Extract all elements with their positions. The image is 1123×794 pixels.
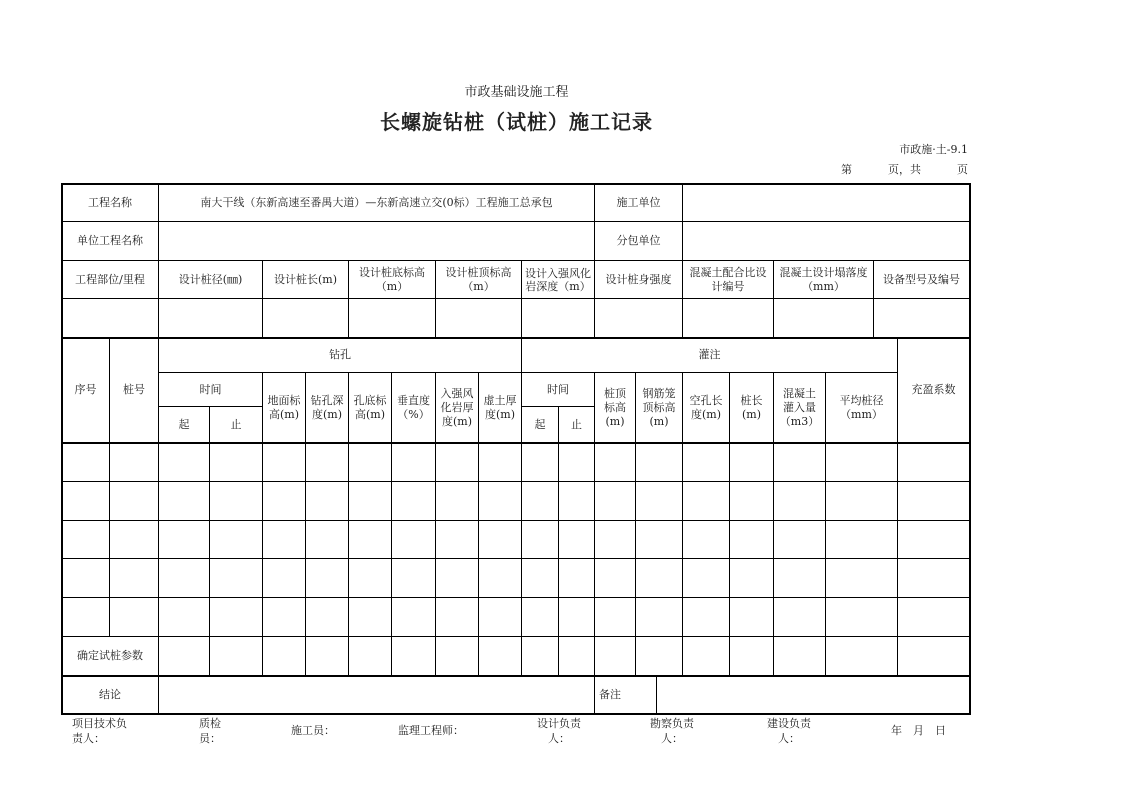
pour-col: 桩顶标高(m)	[604, 386, 626, 428]
contractor-label: 施工单位	[616, 195, 661, 209]
design-header: 设计桩长(m)	[273, 272, 337, 286]
pour-end-label: 止	[571, 417, 582, 431]
designer-signature: 设计负责人：	[537, 717, 581, 745]
design-header: 设计桩身强度	[605, 272, 672, 286]
supervisor-signature: 监理工程师：	[398, 724, 464, 737]
drill-col: 地面标高(m)	[267, 393, 301, 421]
pour-col: 空孔长度(m)	[689, 393, 723, 421]
pour-col: 桩长(m)	[740, 393, 763, 421]
sign-date: 年 月 日	[891, 724, 946, 737]
drill-col: 钻孔深度(m)	[310, 393, 344, 421]
subcontractor-value[interactable]	[683, 222, 969, 260]
form-title: 长螺旋钻桩（试桩）施工记录	[380, 110, 653, 134]
design-header: 设计桩径(㎜)	[178, 272, 243, 286]
owner-signature: 建设负责人：	[767, 717, 811, 745]
design-header: 设计桩底标高（m）	[359, 265, 425, 293]
design-header: 设计入强风化岩深度（m）	[525, 266, 591, 293]
form-code: 市政施·土-9.1	[899, 143, 968, 156]
subcontractor-label: 分包单位	[616, 234, 661, 247]
pour-start-label: 起	[534, 417, 546, 431]
pour-col: 钢筋笼顶标高(m)	[642, 386, 676, 428]
pile-label: 桩号	[123, 383, 145, 396]
builder-signature: 施工员：	[291, 724, 335, 737]
contractor-value[interactable]	[683, 184, 969, 221]
drilling-label: 钻孔	[329, 348, 351, 361]
page-mid: 页，共	[888, 163, 921, 176]
drill-col: 入强风化岩厚度(m)	[440, 386, 474, 428]
pour-col: 平均桩径（mm）	[839, 393, 884, 421]
project-name-label: 工程名称	[88, 195, 132, 209]
page-prefix: 第	[841, 163, 852, 176]
pour-col: 混凝土灌入量（m3）	[779, 386, 820, 428]
location-label: 工程部位/里程	[75, 272, 145, 286]
fill-coefficient-label: 充盈系数	[911, 383, 956, 396]
page-suffix: 页	[957, 163, 968, 176]
unit-project-value[interactable]	[159, 222, 594, 260]
tech-lead-signature: 项目技术负责人：	[72, 717, 127, 745]
drill-col: 孔底标高(m)	[353, 393, 387, 421]
seq-label: 序号	[74, 383, 97, 396]
project-name-value: 南大干线（东新高速至番禺大道）—东新高速立交(0标）工程施工总承包	[200, 195, 553, 209]
drill-col: 虚土厚度(m)	[483, 393, 517, 421]
form-subtitle: 市政基础设施工程	[464, 85, 569, 100]
confirm-params-label: 确定试桩参数	[77, 649, 143, 662]
design-header: 设备型号及编号	[883, 272, 960, 286]
design-header: 设计桩顶标高（m）	[445, 265, 512, 293]
pouring-label: 灌注	[698, 348, 721, 361]
inspector-signature: 质检员：	[199, 717, 221, 745]
drill-col: 垂直度（%）	[397, 393, 430, 421]
surveyor-signature: 勘察负责人：	[650, 717, 694, 745]
design-header: 混凝土设计塌落度（mm）	[779, 265, 868, 293]
design-header: 混凝土配合比设计编号	[689, 265, 767, 293]
pour-time-label: 时间	[547, 382, 569, 396]
remark-label: 备注	[599, 687, 621, 701]
drill-start-label: 起	[178, 417, 190, 431]
drill-end-label: 止	[230, 417, 242, 431]
drill-time-label: 时间	[199, 382, 222, 396]
unit-project-label: 单位工程名称	[77, 234, 143, 247]
conclusion-label: 结论	[99, 687, 121, 701]
